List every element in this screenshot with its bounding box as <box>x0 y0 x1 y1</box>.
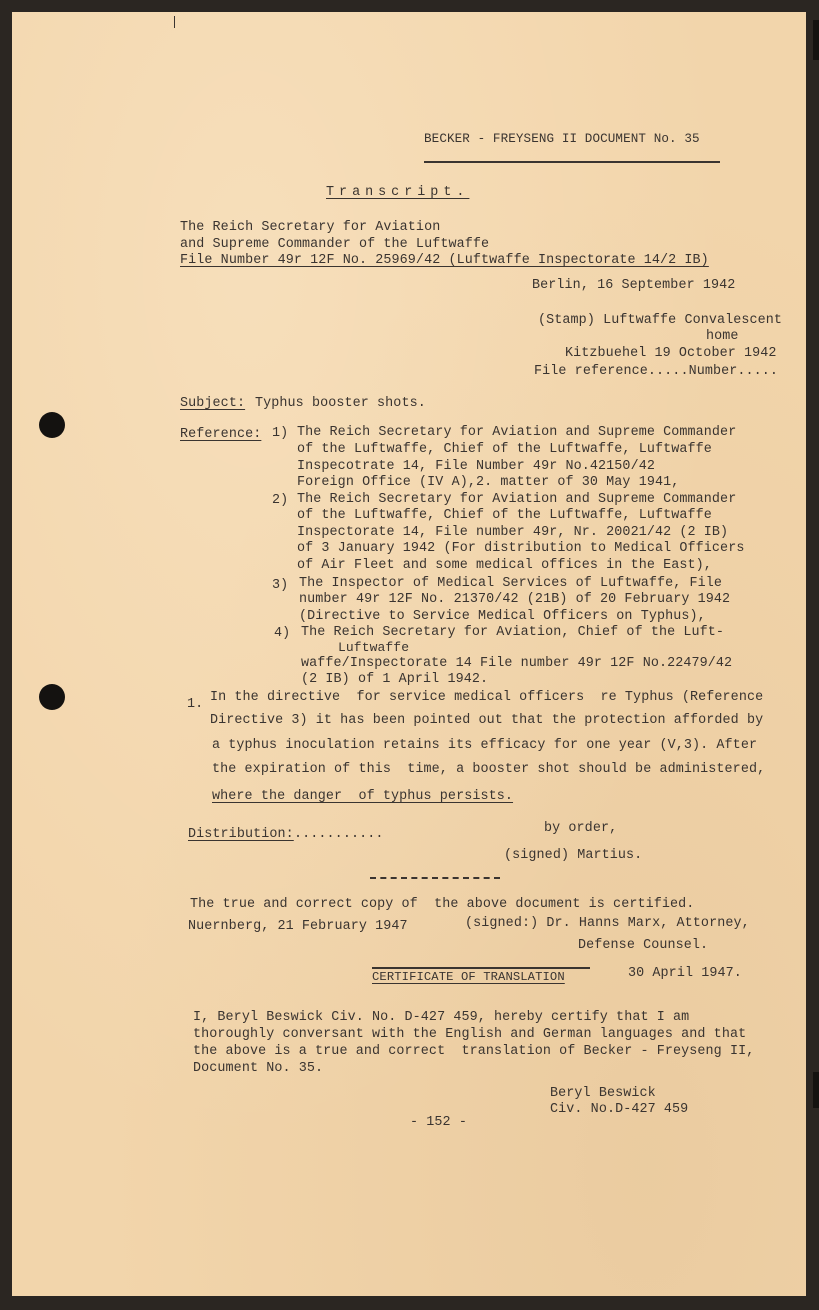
translation-line: I, Beryl Beswick Civ. No. D-427 459, hereby certify that I am <box>193 1010 690 1025</box>
reference-line: waffe/Inspectorate 14 File number 49r 12F No.22479/42 <box>301 656 733 671</box>
translator-name: Beryl Beswick <box>550 1086 656 1101</box>
document-id: BECKER - FREYSENG II DOCUMENT No. 35 <box>424 132 700 146</box>
distribution-label: Distribution: <box>188 827 294 842</box>
reference-number: 4) <box>274 626 291 641</box>
reference-line: Inspecotrate 14, File Number 49r No.42150/42 <box>297 459 655 474</box>
distribution-dots: ........... <box>294 827 384 842</box>
body-line: the expiration of this time, a booster shot should be administered, <box>212 762 766 777</box>
translator-number: Civ. No.D-427 459 <box>550 1102 689 1117</box>
reference-line: Foreign Office (IV A),2. matter of 30 May 1941, <box>297 475 680 490</box>
stamp-line: home <box>706 329 739 344</box>
place-date: Berlin, 16 September 1942 <box>532 278 736 293</box>
translation-line: Document No. 35. <box>193 1061 324 1076</box>
page-number: - 152 - <box>410 1115 467 1130</box>
reference-line: of 3 January 1942 (For distribution to Medical Officers <box>297 541 745 556</box>
body-line: where the danger of typhus persists. <box>212 789 514 804</box>
body-line: a typhus inoculation retains its efficacy for one year (V,3). After <box>212 738 758 753</box>
reference-line: Inspectorate 14, File number 49r, Nr. 20021/42 (2 IB) <box>297 525 729 540</box>
reference-line: (Directive to Service Medical Officers on Typhus), <box>299 609 706 624</box>
certification-line: The true and correct copy of the above document is certified. <box>190 897 695 912</box>
header-rule <box>424 161 720 163</box>
reference-line: (2 IB) of 1 April 1942. <box>301 672 489 687</box>
reference-line: The Reich Secretary for Aviation and Supreme Commander <box>297 492 737 507</box>
reference-line: The Reich Secretary for Aviation and Supreme Commander <box>297 425 737 440</box>
reference-line: of the Luftwaffe, Chief of the Luftwaffe, Luftwaffe <box>297 508 712 523</box>
page-edge-tab <box>813 1072 819 1108</box>
reference-label: Reference: <box>180 427 262 442</box>
subject-label: Subject: <box>180 396 246 411</box>
translation-line: thoroughly conversant with the English and German languages and that <box>193 1027 747 1042</box>
translation-line: the above is a true and correct translation of Becker - Freyseng II, <box>193 1044 755 1059</box>
sender-line: The Reich Secretary for Aviation <box>180 220 441 235</box>
separator <box>370 877 500 879</box>
stamp-line: Kitzbuehel 19 October 1942 <box>565 346 777 361</box>
certification-role: Defense Counsel. <box>578 938 709 953</box>
by-order: by order, <box>544 821 618 836</box>
certification-place-date: Nuernberg, 21 February 1947 <box>188 919 408 934</box>
reference-number: 1) <box>272 426 289 441</box>
stamp-line: File reference.....Number..... <box>534 364 779 379</box>
sender-line: and Supreme Commander of the Luftwaffe <box>180 237 490 252</box>
certification-signed: (signed:) Dr. Hanns Marx, Attorney, <box>465 916 750 931</box>
document-title: Transcript. <box>326 185 470 200</box>
stamp-line: (Stamp) Luftwaffe Convalescent <box>538 313 783 328</box>
reference-line: The Reich Secretary for Aviation, Chief of the Luft- <box>301 625 725 640</box>
file-number: File Number 49r 12F No. 25969/42 (Luftwaffe Inspectorate 14/2 IB) <box>180 253 709 268</box>
punch-hole <box>39 412 65 438</box>
punch-hole <box>39 684 65 710</box>
reference-number: 2) <box>272 493 289 508</box>
subject-text: Typhus booster shots. <box>255 396 426 411</box>
reference-line: number 49r 12F No. 21370/42 (21B) of 20 February 1942 <box>299 592 731 607</box>
page-edge-tab <box>813 20 819 60</box>
paragraph-number: 1. <box>187 697 204 712</box>
pencil-mark <box>174 16 175 28</box>
body-line: In the directive for service medical officers re Typhus (Reference <box>210 690 764 705</box>
signed-martius: (signed) Martius. <box>504 848 643 863</box>
reference-line: The Inspector of Medical Services of Luftwaffe, File <box>299 576 723 591</box>
reference-line: of the Luftwaffe, Chief of the Luftwaffe, Luftwaffe <box>297 442 712 457</box>
reference-line: of Air Fleet and some medical offices in the East), <box>297 558 712 573</box>
handwritten-insert: Luftwaffe <box>338 640 410 655</box>
reference-number: 3) <box>272 578 289 593</box>
translation-date: 30 April 1947. <box>628 966 742 981</box>
body-line: Directive 3) it has been pointed out that the protection afforded by <box>210 713 764 728</box>
translation-title: CERTIFICATE OF TRANSLATION <box>372 970 565 984</box>
